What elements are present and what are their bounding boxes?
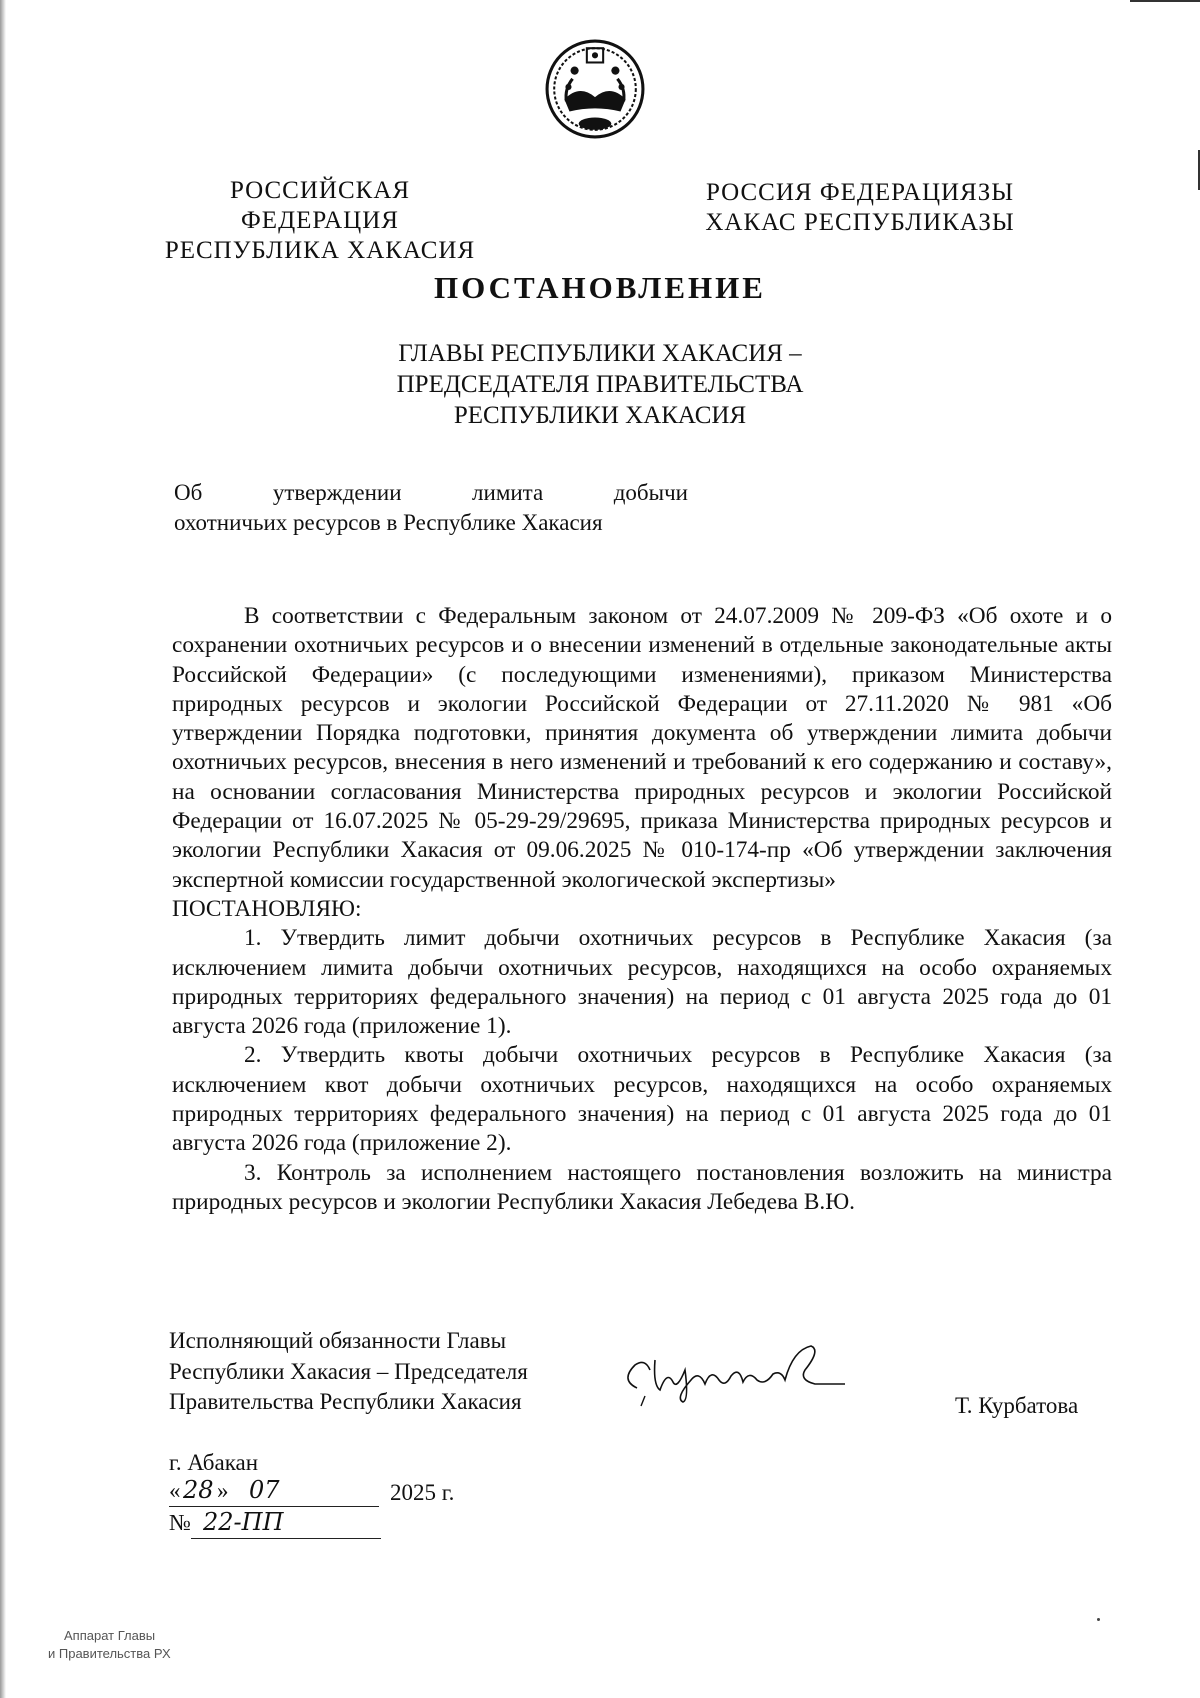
subtitle-line3: РЕСПУБЛИКИ ХАКАСИЯ: [453, 402, 747, 429]
document-subtitle: [0, 338, 1200, 431]
coat-of-arms-icon: [544, 38, 646, 140]
number-prefix: №: [169, 1510, 191, 1535]
number-value: 22-ПП: [203, 1508, 284, 1536]
handwritten-signature: [615, 1340, 895, 1410]
office-stamp: [48, 1627, 171, 1663]
scan-mark: [1097, 1618, 1100, 1621]
signatory-title-line2: Республики Хакасия – Председателя: [169, 1358, 528, 1384]
header-right-line1: РОССИЯ ФЕДЕРАЦИЯЗЫ: [705, 179, 1015, 206]
header-left: [150, 176, 490, 266]
document-subject: [174, 478, 688, 538]
header-right: [690, 178, 1030, 238]
document-city: г. Абакан: [169, 1450, 259, 1475]
scan-edge: [0, 0, 6, 1698]
document-number: [169, 1510, 669, 1542]
date-open-quote: «: [169, 1478, 181, 1503]
subtitle-line1: ГЛАВЫ РЕСПУБЛИКИ ХАКАСИЯ –: [398, 340, 802, 367]
document-body: [172, 602, 1112, 1217]
signer-name: Т. Курбатова: [955, 1393, 1079, 1418]
signature-block: [169, 1326, 589, 1418]
decree-item-1: 1. Утвердить лимит добычи охотничьих ресурсов в Республике Хакасия (за исключением лимита добычи охотничьих ресурсов, находящихся на особо охраняемых природных территориях федерального значения) на период с 01 августа 2025 года до 01 августа 2026 года (приложение 1).: [172, 925, 1112, 1040]
subject-word: добычи: [613, 480, 688, 505]
preamble-paragraph: В соответствии с Федеральным законом от 24.07.2009 № 209-ФЗ «Об охоте и о сохранении охотничьих ресурсов и о внесении изменений в отдельные законодательные акты Российской Федерации» (с последующими изменениями), приказом Министерства природных ресурсов и экологии Российской Федерации от 27.11.2020 № 981 «Об утверждении Порядка подготовки, принятия документа об утверждении лимита добычи охотничьих ресурсов, внесения в него изменений и требований к его содержанию и составу», на основании согласования Министерства природных ресурсов и экологии Российской Федерации от 16.07.2025 № 05-29-29/29695, приказа Министерства природных ресурсов и экологии Республики Хакасия от 09.06.2025 № 010-174-пр «Об утверждении заключения экспертной комиссии государственной экологической экспертизы»: [172, 603, 1112, 893]
subject-word: Об: [174, 480, 203, 505]
stamp-line1: Аппарат Главы: [64, 1628, 156, 1643]
date-day: 28: [183, 1476, 214, 1504]
header-left-line2: РЕСПУБЛИКА ХАКАСИЯ: [164, 237, 476, 264]
date-year: 2025 г.: [390, 1480, 455, 1505]
stamp-line2: и Правительства РХ: [48, 1646, 171, 1661]
signatory-title-line3: Правительства Республики Хакасия: [169, 1389, 522, 1414]
document-date: [169, 1478, 669, 1510]
decree-word: ПОСТАНОВЛЯЮ:: [172, 895, 362, 922]
subject-word: лимита: [472, 480, 544, 505]
subject-line2: охотничьих ресурсов в Республике Хакасия: [174, 510, 603, 535]
date-close-quote: »: [217, 1478, 229, 1503]
subject-word: утверждении: [272, 480, 402, 505]
header-right-line2: ХАКАС РЕСПУБЛИКАЗЫ: [705, 209, 1015, 236]
document-title: ПОСТАНОВЛЕНИЕ: [434, 270, 766, 305]
decree-item-2: 2. Утвердить квоты добычи охотничьих ресурсов в Республике Хакасия (за исключением квот добычи охотничьих ресурсов, находящихся на особо охраняемых природных территориях федерального значения) на период с 01 августа 2025 года до 01 августа 2026 года (приложение 2).: [172, 1042, 1112, 1157]
decree-item-3: 3. Контроль за исполнением настоящего постановления возложить на министра природных ресурсов и экологии Республики Хакасия Лебедева В.Ю.: [172, 1159, 1112, 1215]
scan-mark: [1130, 0, 1200, 2]
subtitle-line2: ПРЕДСЕДАТЕЛЯ ПРАВИТЕЛЬСТВА: [396, 371, 804, 398]
header-left-line1: РОССИЙСКАЯ ФЕДЕРАЦИЯ: [229, 177, 411, 234]
signatory-title-line1: Исполняющий обязанности Главы: [169, 1328, 507, 1353]
date-month: 07: [249, 1476, 280, 1504]
